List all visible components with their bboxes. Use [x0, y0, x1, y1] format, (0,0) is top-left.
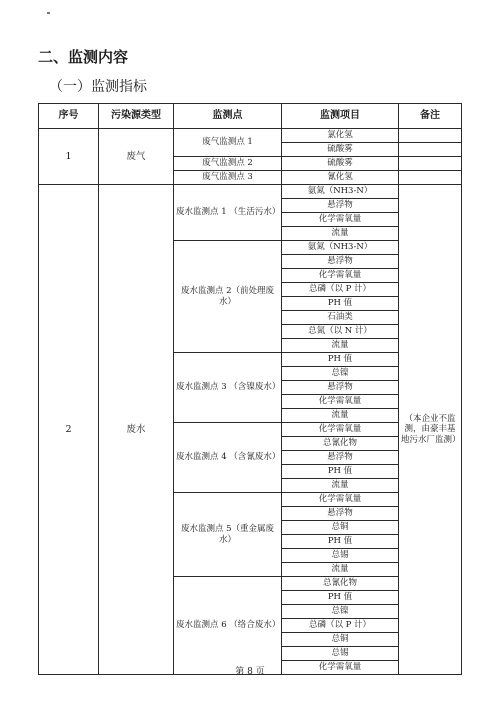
header-point: 监测点 — [174, 104, 282, 129]
note-cell-empty — [399, 157, 462, 171]
monitoring-item-cell: PH 值 — [282, 353, 399, 367]
corner-mark — [47, 12, 50, 14]
monitoring-item-cell: PH 值 — [282, 465, 399, 479]
header-source-type: 污染源类型 — [99, 104, 174, 129]
monitoring-point-cell: 废气监测点 2 — [174, 157, 282, 171]
monitoring-item-cell: 总氰化物 — [282, 437, 399, 451]
monitoring-item-cell: 氯化氢 — [282, 129, 399, 143]
monitoring-item-cell: 化学需氧量 — [282, 423, 399, 437]
source-type-cell: 废气 — [99, 129, 174, 185]
header-seq: 序号 — [39, 104, 99, 129]
monitoring-point-cell: 废水监测点 6 （络合废水） — [174, 577, 282, 675]
monitoring-point-cell: 废水监测点 2（前处理废水） — [174, 241, 282, 353]
monitoring-item-cell: 悬浮物 — [282, 507, 399, 521]
note-cell: （本企业不监测，由豪丰基地污水厂监测） — [399, 185, 462, 675]
note-cell-empty — [399, 171, 462, 185]
section-title: 二、监测内容 — [38, 48, 129, 66]
subsection-title: （一）监测指标 — [49, 79, 147, 95]
monitoring-point-cell: 废气监测点 3 — [174, 171, 282, 185]
page-number: 第 8 页 — [235, 667, 265, 677]
monitoring-item-cell: 氨氮（NH3-N） — [282, 241, 399, 255]
monitoring-item-cell: 石油类 — [282, 311, 399, 325]
monitoring-item-cell: 总铜 — [282, 633, 399, 647]
header-note: 备注 — [399, 104, 462, 129]
monitoring-item-cell: 悬浮物 — [282, 451, 399, 465]
seq-cell: 1 — [39, 129, 99, 185]
monitoring-table — [38, 103, 462, 675]
monitoring-item-cell: 悬浮物 — [282, 255, 399, 269]
monitoring-item-cell: 硫酸雾 — [282, 157, 399, 171]
monitoring-item-cell: 悬浮物 — [282, 381, 399, 395]
monitoring-item-cell: 化学需氧量 — [282, 661, 399, 675]
header-item: 监测项目 — [282, 104, 399, 129]
monitoring-item-cell: PH 值 — [282, 535, 399, 549]
table-row — [39, 129, 462, 143]
monitoring-point-cell: 废水监测点 1 （生活污水） — [174, 185, 282, 241]
monitoring-item-cell: 总锡 — [282, 549, 399, 563]
monitoring-item-cell: PH 值 — [282, 591, 399, 605]
table-body — [39, 129, 462, 675]
monitoring-item-cell: 流量 — [282, 339, 399, 353]
monitoring-item-cell: 氰化氢 — [282, 171, 399, 185]
monitoring-item-cell: 流量 — [282, 409, 399, 423]
monitoring-item-cell: 总铜 — [282, 521, 399, 535]
monitoring-point-cell: 废气监测点 1 — [174, 129, 282, 157]
monitoring-item-cell: 悬浮物 — [282, 199, 399, 213]
note-cell-empty — [399, 129, 462, 143]
monitoring-item-cell: 硫酸雾 — [282, 143, 399, 157]
monitoring-item-cell: 流量 — [282, 227, 399, 241]
monitoring-item-cell: 总磷（以 P 计） — [282, 283, 399, 297]
monitoring-item-cell: 总氰化物 — [282, 577, 399, 591]
table-row — [39, 185, 462, 199]
monitoring-item-cell: PH 值 — [282, 297, 399, 311]
monitoring-item-cell: 流量 — [282, 479, 399, 493]
monitoring-item-cell: 总镍 — [282, 605, 399, 619]
monitoring-item-cell: 化学需氧量 — [282, 213, 399, 227]
monitoring-item-cell: 氨氮（NH3-N） — [282, 185, 399, 199]
monitoring-item-cell: 总锡 — [282, 647, 399, 661]
monitoring-point-cell: 废水监测点 5（重金属废水） — [174, 493, 282, 577]
monitoring-item-cell: 化学需氧量 — [282, 395, 399, 409]
monitoring-item-cell: 总磷（以 P 计） — [282, 619, 399, 633]
source-type-cell: 废水 — [99, 185, 174, 675]
monitoring-item-cell: 总氮（以 N 计） — [282, 325, 399, 339]
seq-cell: 2 — [39, 185, 99, 675]
monitoring-item-cell: 流量 — [282, 563, 399, 577]
monitoring-item-cell: 化学需氧量 — [282, 269, 399, 283]
table-header-row — [39, 104, 462, 129]
monitoring-point-cell: 废水监测点 4 （含氰废水） — [174, 423, 282, 493]
monitoring-point-cell: 废水监测点 3 （含镍废水） — [174, 353, 282, 423]
monitoring-item-cell: 化学需氧量 — [282, 493, 399, 507]
monitoring-item-cell: 总镍 — [282, 367, 399, 381]
note-cell-empty — [399, 143, 462, 157]
